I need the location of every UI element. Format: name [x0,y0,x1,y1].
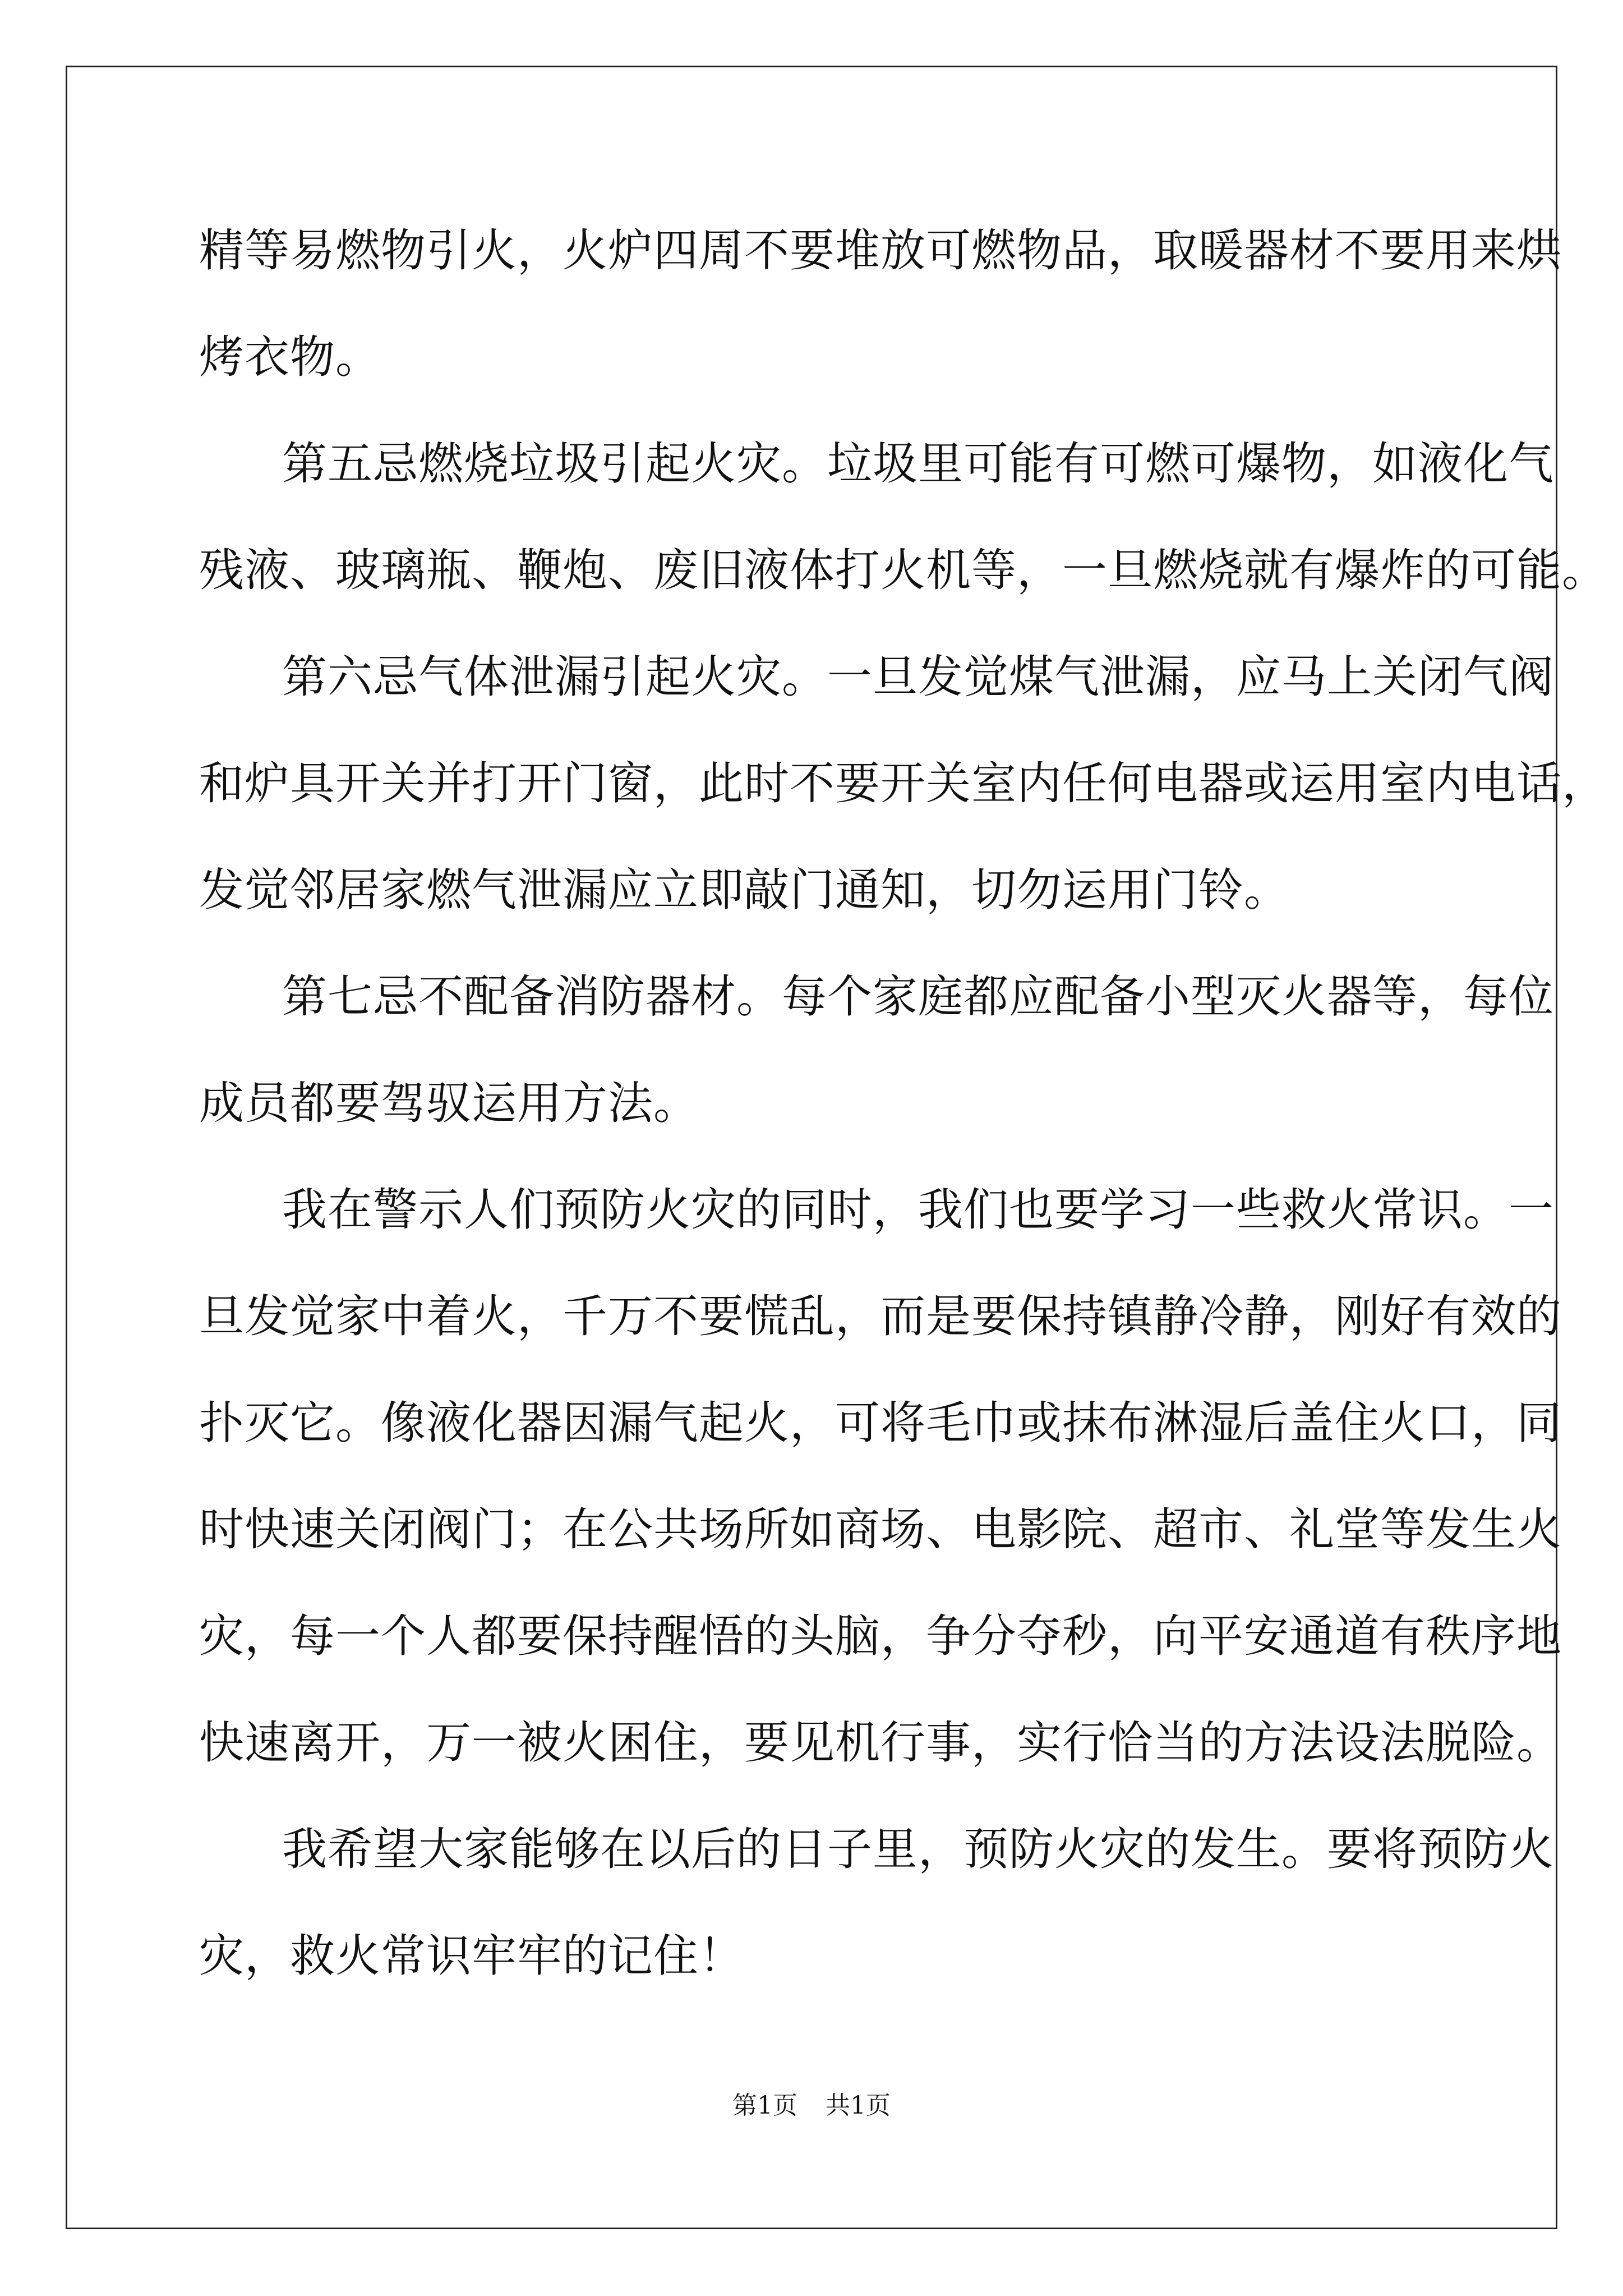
text-line: 灾，每一个人都要保持醒悟的头脑，争分夺秒，向平安通道有秩序地 [199,1610,1562,1662]
paragraph-start-line: 我希望大家能够在以后的日子里，预防火灾的发生。要将预防火 [282,1823,1554,1875]
page-border [66,66,1557,2229]
paragraph-start-line: 我在警示人们预防火灾的同时，我们也要学习一些救火常识。一 [282,1184,1554,1236]
text-line: 烤衣物。 [199,331,381,383]
text-line: 快速离开，万一被火困住，要见机行事，实行恰当的方法设法脱险。 [199,1717,1562,1769]
text-line: 时快速关闭阀门；在公共场所如商场、电影院、超市、礼堂等发生火 [199,1503,1562,1556]
text-line: 和炉具开关并打开门窗，此时不要开关室内任何电器或运用室内电话， [199,757,1607,809]
text-line: 精等易燃物引火，火炉四周不要堆放可燃物品，取暖器材不要用来烘 [199,224,1562,277]
text-line: 发觉邻居家燃气泄漏应立即敲门通知，切勿运用门铃。 [199,864,1289,916]
text-line: 残液、玻璃瓶、鞭炮、废旧液体打火机等，一旦燃烧就有爆炸的可能。 [199,544,1607,596]
paragraph-start-line: 第七忌不配备消防器材。每个家庭都应配备小型灭火器等，每位 [282,970,1554,1023]
paragraph-start-line: 第五忌燃烧垃圾引起火灾。垃圾里可能有可燃可爆物，如液化气 [282,438,1554,490]
page-footer [0,2090,1623,2122]
text-line: 成员都要驾驭运用方法。 [199,1077,699,1129]
text-line: 灾，救火常识牢牢的记住！ [199,1930,744,1982]
text-line: 扑灭它。像液化器因漏气起火，可将毛巾或抹布淋湿后盖住火口，同 [199,1397,1562,1449]
page-total: 共1页 [826,2091,891,2120]
text-line: 旦发觉家中着火，千万不要慌乱，而是要保持镇静冷静，刚好有效的 [199,1290,1562,1342]
page-number: 第1页 [732,2091,797,2120]
paragraph-start-line: 第六忌气体泄漏引起火灾。一旦发觉煤气泄漏，应马上关闭气阀 [282,651,1554,703]
